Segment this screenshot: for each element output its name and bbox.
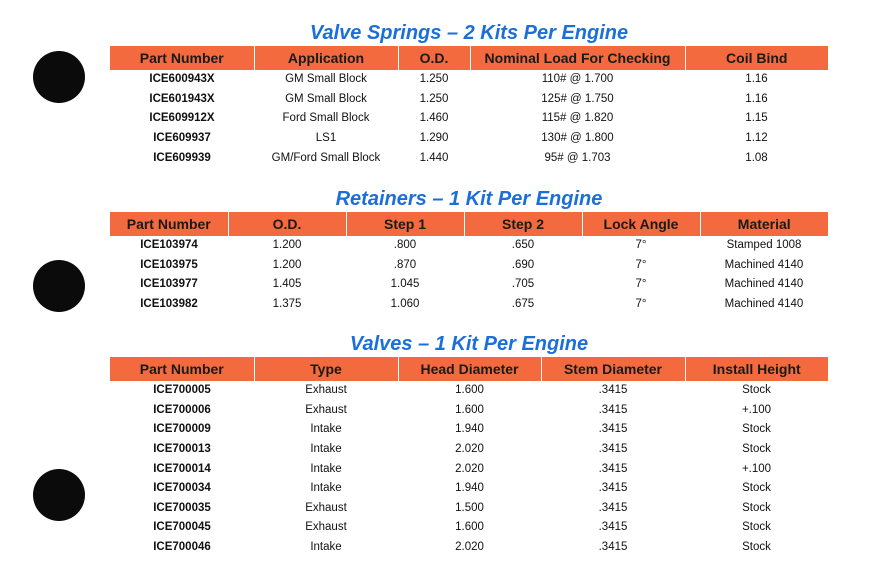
- part-number-cell: ICE600943X: [149, 73, 215, 86]
- table-cell: 1.290: [419, 132, 449, 145]
- table-cell: Intake: [310, 443, 342, 456]
- table-cell: 1.200: [272, 239, 302, 252]
- table-cell: 110# @ 1.700: [541, 73, 614, 86]
- table-cell: .3415: [598, 443, 628, 456]
- table-row: [110, 538, 828, 558]
- table-row: [110, 518, 828, 538]
- table-row: [110, 109, 828, 129]
- table-cell: GM/Ford Small Block: [271, 151, 381, 164]
- table-cell: 7°: [635, 258, 647, 271]
- table-cell: Intake: [310, 482, 342, 495]
- table-row: [110, 295, 828, 315]
- table-cell: 2.020: [455, 541, 484, 554]
- retainers-header-row: [110, 212, 828, 236]
- table-row: [110, 459, 828, 479]
- table-cell: Exhaust: [305, 521, 347, 534]
- part-number-cell: ICE700013: [153, 443, 211, 456]
- table-cell: Intake: [310, 423, 342, 436]
- springs-title: Valve Springs – 2 Kits Per Engine: [309, 22, 629, 44]
- part-number-cell: ICE700035: [153, 501, 211, 514]
- table-cell: 7°: [635, 278, 647, 291]
- table-row: [110, 401, 828, 421]
- table-cell: +.100: [741, 462, 772, 475]
- table-cell: 1.600: [455, 403, 484, 416]
- retainers-header-cell: Part Number: [110, 212, 228, 236]
- table-cell: Stock: [742, 501, 771, 514]
- table-cell: 1.250: [419, 73, 449, 86]
- valves-table: [110, 357, 828, 557]
- table-cell: 1.600: [455, 521, 484, 534]
- table-cell: Ford Small Block: [282, 112, 370, 125]
- table-cell: 1.060: [390, 298, 420, 311]
- binder-hole-1: [33, 51, 85, 103]
- table-row: [110, 236, 828, 256]
- retainers-header-cell: Lock Angle: [582, 212, 700, 236]
- table-row: [110, 148, 828, 168]
- table-cell: .3415: [598, 384, 628, 397]
- part-number-cell: ICE601943X: [149, 92, 215, 105]
- table-cell: LS1: [315, 132, 337, 145]
- table-cell: Stock: [742, 384, 771, 397]
- springs-header-cell: Coil Bind: [685, 46, 828, 70]
- table-cell: Machined 4140: [724, 298, 804, 311]
- table-cell: +.100: [741, 403, 772, 416]
- table-cell: Stamped 1008: [726, 239, 802, 252]
- table-cell: GM Small Block: [285, 92, 367, 105]
- part-number-cell: ICE700005: [153, 384, 211, 397]
- table-cell: 7°: [635, 239, 647, 252]
- table-cell: 1.15: [745, 112, 768, 125]
- springs-header-cell: Part Number: [110, 46, 254, 70]
- valves-header-row: [110, 357, 828, 381]
- table-row: [110, 499, 828, 519]
- table-cell: 1.600: [455, 384, 484, 397]
- springs-body: [110, 70, 828, 168]
- table-cell: 1.405: [272, 278, 302, 291]
- part-number-cell: ICE609937: [153, 132, 211, 145]
- table-cell: Stock: [742, 541, 771, 554]
- table-row: [110, 90, 828, 110]
- table-cell: Exhaust: [305, 501, 347, 514]
- table-cell: GM Small Block: [285, 73, 367, 86]
- part-number-cell: ICE700034: [153, 482, 211, 495]
- table-cell: 1.940: [455, 482, 484, 495]
- part-number-cell: ICE700009: [153, 423, 211, 436]
- table-cell: 125# @ 1.750: [541, 92, 614, 105]
- retainers-header-cell: Step 1: [346, 212, 464, 236]
- table-cell: .705: [511, 278, 535, 291]
- part-number-cell: ICE103975: [140, 258, 198, 271]
- table-cell: 1.12: [745, 132, 768, 145]
- table-cell: 130# @ 1.800: [541, 132, 614, 145]
- table-cell: 1.250: [419, 92, 449, 105]
- table-cell: .3415: [598, 501, 628, 514]
- table-cell: 1.200: [272, 258, 302, 271]
- table-row: [110, 70, 828, 90]
- table-cell: Exhaust: [305, 384, 347, 397]
- retainers-body: [110, 236, 828, 314]
- table-cell: Intake: [310, 462, 342, 475]
- table-row: [110, 381, 828, 401]
- table-cell: Machined 4140: [724, 258, 804, 271]
- binder-hole-3: [33, 469, 85, 521]
- valves-header-cell: Head Diameter: [398, 357, 541, 381]
- springs-table: [110, 46, 828, 168]
- retainers-header-cell: O.D.: [228, 212, 346, 236]
- table-cell: .870: [393, 258, 417, 271]
- table-row: [110, 129, 828, 149]
- table-cell: 1.940: [455, 423, 484, 436]
- table-cell: 1.440: [419, 151, 449, 164]
- retainers-table: [110, 212, 828, 314]
- springs-header-cell: Application: [254, 46, 398, 70]
- table-cell: 2.020: [455, 462, 484, 475]
- springs-header-row: [110, 46, 828, 70]
- table-cell: 2.020: [455, 443, 484, 456]
- table-cell: Exhaust: [305, 403, 347, 416]
- part-number-cell: ICE700045: [153, 521, 211, 534]
- table-cell: 95# @ 1.703: [544, 151, 611, 164]
- table-cell: 115# @ 1.820: [541, 112, 614, 125]
- table-cell: .3415: [598, 541, 628, 554]
- table-cell: .650: [511, 239, 535, 252]
- part-number-cell: ICE103977: [140, 278, 198, 291]
- springs-header-cell: Nominal Load For Checking: [470, 46, 685, 70]
- valves-header-cell: Stem Diameter: [541, 357, 685, 381]
- table-cell: .3415: [598, 462, 628, 475]
- part-number-cell: ICE609939: [153, 151, 211, 164]
- retainers-title: Retainers – 1 Kit Per Engine: [335, 188, 603, 210]
- table-cell: 1.045: [390, 278, 420, 291]
- part-number-cell: ICE700014: [153, 462, 211, 475]
- table-cell: 1.500: [455, 501, 484, 514]
- table-cell: .3415: [598, 423, 628, 436]
- valves-header-cell: Install Height: [685, 357, 828, 381]
- retainers-header-cell: Material: [700, 212, 828, 236]
- table-cell: Stock: [742, 443, 771, 456]
- table-cell: 1.16: [745, 73, 768, 86]
- valves-title: Valves – 1 Kit Per Engine: [349, 333, 589, 355]
- table-row: [110, 420, 828, 440]
- table-cell: Stock: [742, 521, 771, 534]
- part-number-cell: ICE700006: [153, 403, 211, 416]
- table-cell: .3415: [598, 521, 628, 534]
- table-cell: Stock: [742, 482, 771, 495]
- valves-header-cell: Type: [254, 357, 398, 381]
- table-row: [110, 256, 828, 276]
- table-cell: .3415: [598, 403, 628, 416]
- part-number-cell: ICE103982: [140, 298, 198, 311]
- table-cell: 1.08: [745, 151, 768, 164]
- table-row: [110, 440, 828, 460]
- part-number-cell: ICE609912X: [149, 112, 215, 125]
- table-cell: .675: [511, 298, 535, 311]
- table-cell: 1.16: [745, 92, 768, 105]
- table-cell: 1.460: [419, 112, 449, 125]
- table-cell: .690: [511, 258, 535, 271]
- valves-body: [110, 381, 828, 557]
- table-row: [110, 479, 828, 499]
- springs-header-cell: O.D.: [398, 46, 470, 70]
- table-cell: 7°: [635, 298, 647, 311]
- table-cell: 1.375: [272, 298, 302, 311]
- table-row: [110, 275, 828, 295]
- table-cell: .3415: [598, 482, 628, 495]
- valves-header-cell: Part Number: [110, 357, 254, 381]
- table-cell: .800: [393, 239, 417, 252]
- part-number-cell: ICE700046: [153, 541, 211, 554]
- part-number-cell: ICE103974: [140, 239, 198, 252]
- binder-hole-2: [33, 260, 85, 312]
- retainers-header-cell: Step 2: [464, 212, 582, 236]
- table-cell: Intake: [310, 541, 342, 554]
- table-cell: Machined 4140: [724, 278, 804, 291]
- table-cell: Stock: [742, 423, 771, 436]
